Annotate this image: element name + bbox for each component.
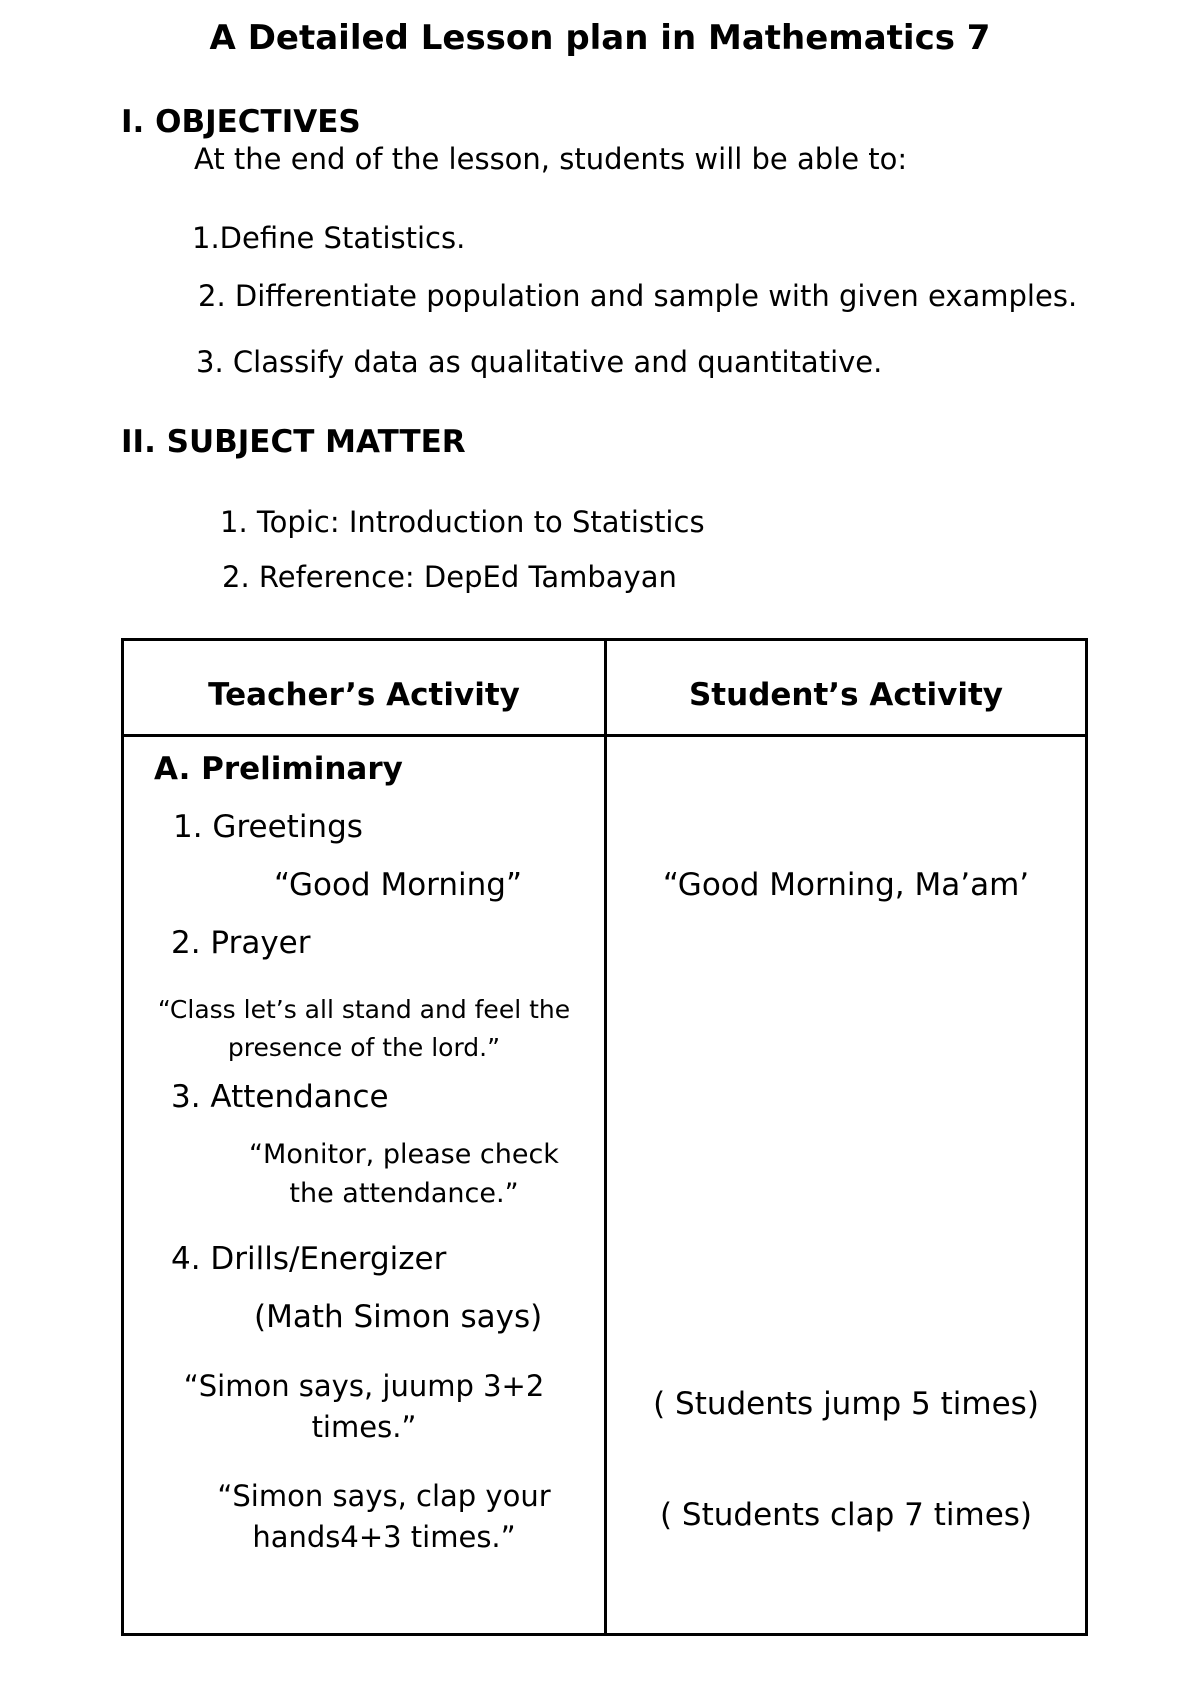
objective-item-3: 3. Classify data as qualitative and quantitative. (196, 345, 883, 379)
objective-item-1: 1.Define Statistics. (192, 221, 466, 255)
subject-topic: 1. Topic: Introduction to Statistics (220, 505, 705, 539)
objectives-heading: I. OBJECTIVES (121, 104, 361, 140)
drills-command-2-line-1: “Simon says, clap your (217, 1479, 551, 1513)
drills-response-2: ( Students clap 7 times) (659, 1497, 1033, 1533)
attendance-teacher-line-2: the attendance.” (289, 1178, 519, 1210)
drills-command-1 (134, 1366, 594, 1447)
attendance-teacher (124, 1135, 684, 1213)
table-header-divider (124, 734, 1085, 737)
prayer-teacher-line-2: presence of the lord.” (227, 1032, 501, 1062)
drills-response-1: ( Students jump 5 times) (653, 1386, 1039, 1422)
page-title: A Detailed Lesson plan in Mathematics 7 (209, 18, 991, 58)
student-activity-header: Student’s Activity (688, 677, 1003, 713)
objectives-intro: At the end of the lesson, students will be able to: (194, 142, 908, 176)
greetings-student: “Good Morning, Ma’am’ (662, 867, 1030, 903)
drills-command-1-line-1: “Simon says, juump 3+2 (183, 1369, 545, 1403)
activity-table (121, 638, 1088, 1636)
section-preliminary: A. Preliminary (154, 751, 403, 787)
drills-game: (Math Simon says) (254, 1299, 543, 1335)
prayer-teacher-line-1: “Class let’s all stand and feel the (157, 995, 571, 1024)
objective-item-2: 2. Differentiate population and sample with given examples. (198, 279, 1078, 313)
drills-command-1-line-2: times.” (311, 1409, 417, 1444)
prayer-teacher (124, 991, 604, 1066)
attendance-label: 3. Attendance (171, 1079, 389, 1115)
greetings-teacher: “Good Morning” (274, 867, 522, 903)
teacher-activity-header: Teacher’s Activity (208, 677, 520, 713)
drills-label: 4. Drills/Energizer (171, 1241, 447, 1277)
subject-reference: 2. Reference: DepEd Tambayan (222, 560, 677, 594)
subject-matter-heading: II. SUBJECT MATTER (121, 424, 466, 460)
prayer-label: 2. Prayer (171, 925, 311, 961)
drills-command-2-line-2: hands4+3 times.” (252, 1519, 516, 1554)
attendance-teacher-line-1: “Monitor, please check (249, 1139, 559, 1170)
greetings-label: 1. Greetings (173, 809, 363, 845)
drills-command-2 (174, 1476, 594, 1557)
